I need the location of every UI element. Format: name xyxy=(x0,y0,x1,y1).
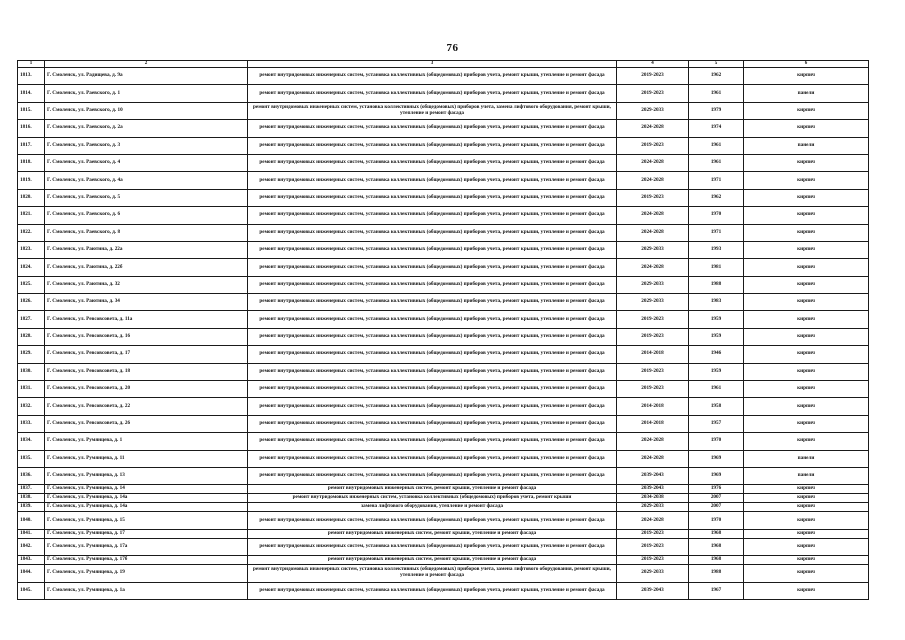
row-number: 1835. xyxy=(18,450,45,467)
works-cell: ремонт внутридомовых инженерных систем, установка коллективных (общедомовых) приборов учета, ремонт крыши, утепление и ремонт фасада xyxy=(248,512,617,529)
term-cell: 2019-2023 xyxy=(617,328,689,345)
works-cell: ремонт внутридомовых инженерных систем, установка коллективных (общедомовых) приборов учета, ремонт крыши, утепление и ремонт фасада xyxy=(248,398,617,415)
table-row xyxy=(18,276,869,293)
table-row xyxy=(18,512,869,529)
column-number: 2 xyxy=(45,61,248,68)
row-number: 1836. xyxy=(18,467,45,484)
wall-material-cell: кирпич xyxy=(744,398,869,415)
year-cell: 1979 xyxy=(689,102,744,119)
table-row xyxy=(18,154,869,171)
term-cell: 2019-2023 xyxy=(617,311,689,328)
row-number: 1843. xyxy=(18,556,45,565)
year-cell: 1961 xyxy=(689,154,744,171)
table-row xyxy=(18,433,869,450)
table-row xyxy=(18,582,869,599)
wall-material-cell: кирпич xyxy=(744,485,869,494)
address-cell: Г. Смоленск, ул. Раевского, д. 2а xyxy=(45,120,248,137)
wall-material-cell: кирпич xyxy=(744,346,869,363)
wall-material-cell: кирпич xyxy=(744,556,869,565)
column-number: 4 xyxy=(617,61,689,68)
address-cell: Г. Смоленск, ул. Румянцева, д. 14 xyxy=(45,485,248,494)
works-cell: ремонт внутридомовых инженерных систем, установка коллективных (общедомовых) приборов учета, ремонт крыши, утепление и ремонт фасада xyxy=(248,85,617,102)
works-cell: ремонт внутридомовых инженерных систем, установка коллективных (общедомовых) приборов учета, ремонт крыши, утепление и ремонт фасада xyxy=(248,137,617,154)
row-number: 1821. xyxy=(18,207,45,224)
year-cell: 1968 xyxy=(689,556,744,565)
address-cell: Г. Смоленск, ул. Румянцева, д. 17а xyxy=(45,538,248,555)
works-cell: ремонт внутридомовых инженерных систем, установка коллективных (общедомовых) приборов учета, ремонт крыши, утепление и ремонт фасада xyxy=(248,68,617,85)
row-number: 1819. xyxy=(18,172,45,189)
address-cell: Г. Смоленск, ул. Румянцева, д. 13 xyxy=(45,467,248,484)
house-registry-table xyxy=(17,60,869,600)
term-cell: 2034-2038 xyxy=(617,494,689,503)
table-row xyxy=(18,565,869,582)
works-cell: ремонт внутридомовых инженерных систем, установка коллективных (общедомовых) приборов учета, ремонт крыши, утепление и ремонт фасада xyxy=(248,381,617,398)
term-cell: 2029-2033 xyxy=(617,503,689,512)
table-body xyxy=(18,68,869,600)
year-cell: 1969 xyxy=(689,450,744,467)
address-cell: Г. Смоленск, ул. Раевского, д. 1 xyxy=(45,85,248,102)
wall-material-cell: кирпич xyxy=(744,582,869,599)
year-cell: 1993 xyxy=(689,241,744,258)
works-cell: ремонт внутридомовых инженерных систем, установка коллективных (общедомовых) приборов учета, замена лифтового оборудования, ремонт крыши, утепление и ремонт фасада xyxy=(248,102,617,119)
address-cell: Г. Смоленск, ул. Раевского, д. 10 xyxy=(45,102,248,119)
wall-material-cell: кирпич xyxy=(744,494,869,503)
works-cell: ремонт внутридомовых инженерных систем, установка коллективных (общедомовых) приборов учета, ремонт крыши, утепление и ремонт фасада xyxy=(248,207,617,224)
wall-material-cell: кирпич xyxy=(744,259,869,276)
year-cell: 1971 xyxy=(689,224,744,241)
works-cell: ремонт внутридомовых инженерных систем, ремонт крыши, утепление и ремонт фасада xyxy=(248,529,617,538)
year-cell: 1967 xyxy=(689,582,744,599)
year-cell: 1983 xyxy=(689,294,744,311)
year-cell: 1946 xyxy=(689,346,744,363)
column-number-row xyxy=(18,61,869,68)
column-number: 1 xyxy=(18,61,45,68)
address-cell: Г. Смоленск, ул. Ревсовсовета, д. 16 xyxy=(45,328,248,345)
row-number: 1817. xyxy=(18,137,45,154)
year-cell: 1961 xyxy=(689,85,744,102)
works-cell: ремонт внутридомовых инженерных систем, установка коллективных (общедомовых) приборов учета, ремонт крыши, утепление и ремонт фасада xyxy=(248,582,617,599)
row-number: 1842. xyxy=(18,538,45,555)
works-cell: ремонт внутридомовых инженерных систем, ремонт крыши, утепление и ремонт фасада xyxy=(248,485,617,494)
works-cell: ремонт внутридомовых инженерных систем, установка коллективных (общедомовых) приборов учета, ремонт крыши, утепление и ремонт фасада xyxy=(248,311,617,328)
works-cell: ремонт внутридомовых инженерных систем, установка коллективных (общедомовых) приборов учета, ремонт крыши, утепление и ремонт фасада xyxy=(248,259,617,276)
address-cell: Г. Смоленск, ул. Раютина, д. 22а xyxy=(45,241,248,258)
address-cell: Г. Смоленск, ул. Раевского, д. 5 xyxy=(45,189,248,206)
table-row xyxy=(18,363,869,380)
wall-material-cell: кирпич xyxy=(744,294,869,311)
wall-material-cell: кирпич xyxy=(744,311,869,328)
row-number: 1840. xyxy=(18,512,45,529)
address-cell: Г. Смоленск, ул. Ревсовсовета, д. 17 xyxy=(45,346,248,363)
row-number: 1816. xyxy=(18,120,45,137)
year-cell: 1961 xyxy=(689,381,744,398)
row-number: 1818. xyxy=(18,154,45,171)
wall-material-cell: кирпич xyxy=(744,503,869,512)
row-number: 1841. xyxy=(18,529,45,538)
wall-material-cell: кирпич xyxy=(744,172,869,189)
address-cell: Г. Смоленск, ул. Румянцева, д. 14а xyxy=(45,494,248,503)
table-row xyxy=(18,207,869,224)
wall-material-cell: кирпич xyxy=(744,120,869,137)
wall-material-cell: кирпич xyxy=(744,381,869,398)
row-number: 1813. xyxy=(18,68,45,85)
term-cell: 2019-2023 xyxy=(617,381,689,398)
term-cell: 2039-2043 xyxy=(617,582,689,599)
term-cell: 2019-2023 xyxy=(617,85,689,102)
wall-material-cell: панели xyxy=(744,137,869,154)
term-cell: 2024-2028 xyxy=(617,433,689,450)
term-cell: 2024-2028 xyxy=(617,259,689,276)
address-cell: Г. Смоленск, ул. Раевского, д. 6 xyxy=(45,207,248,224)
year-cell: 1974 xyxy=(689,120,744,137)
table-row xyxy=(18,556,869,565)
wall-material-cell: панели xyxy=(744,450,869,467)
works-cell: ремонт внутридомовых инженерных систем, установка коллективных (общедомовых) приборов учета, ремонт крыши xyxy=(248,494,617,503)
works-cell: ремонт внутридомовых инженерных систем, установка коллективных (общедомовых) приборов учета, ремонт крыши, утепление и ремонт фасада xyxy=(248,224,617,241)
term-cell: 2014-2018 xyxy=(617,398,689,415)
works-cell: ремонт внутридомовых инженерных систем, установка коллективных (общедомовых) приборов учета, ремонт крыши, утепление и ремонт фасада xyxy=(248,189,617,206)
term-cell: 2019-2023 xyxy=(617,529,689,538)
table-row xyxy=(18,415,869,432)
term-cell: 2024-2028 xyxy=(617,450,689,467)
row-number: 1822. xyxy=(18,224,45,241)
term-cell: 2014-2018 xyxy=(617,346,689,363)
works-cell: ремонт внутридомовых инженерных систем, установка коллективных (общедомовых) приборов учета, ремонт крыши, утепление и ремонт фасада xyxy=(248,120,617,137)
works-cell: ремонт внутридомовых инженерных систем, установка коллективных (общедомовых) приборов учета, ремонт крыши, утепление и ремонт фасада xyxy=(248,433,617,450)
column-number: 6 xyxy=(744,61,869,68)
row-number: 1823. xyxy=(18,241,45,258)
works-cell: ремонт внутридомовых инженерных систем, установка коллективных (общедомовых) приборов учета, ремонт крыши, утепление и ремонт фасада xyxy=(248,241,617,258)
wall-material-cell: кирпич xyxy=(744,529,869,538)
wall-material-cell: кирпич xyxy=(744,512,869,529)
row-number: 1837. xyxy=(18,485,45,494)
wall-material-cell: кирпич xyxy=(744,154,869,171)
term-cell: 2024-2028 xyxy=(617,120,689,137)
year-cell: 1970 xyxy=(689,207,744,224)
address-cell: Г. Смоленск, ул. Раютина, д. 32 xyxy=(45,276,248,293)
table-row xyxy=(18,241,869,258)
year-cell: 1976 xyxy=(689,485,744,494)
address-cell: Г. Смоленск, ул. Румянцева, д. 17б xyxy=(45,556,248,565)
works-cell: ремонт внутридомовых инженерных систем, установка коллективных (общедомовых) приборов учета, замена лифтового оборудования, ремонт крыши, утепление и ремонт фасада xyxy=(248,565,617,582)
address-cell: Г. Смоленск, ул. Румянцева, д. 19 xyxy=(45,565,248,582)
wall-material-cell: кирпич xyxy=(744,189,869,206)
address-cell: Г. Смоленск, ул. Ревсовсовета, д. 20 xyxy=(45,381,248,398)
works-cell: ремонт внутридомовых инженерных систем, установка коллективных (общедомовых) приборов учета, ремонт крыши, утепление и ремонт фасада xyxy=(248,154,617,171)
table-row xyxy=(18,503,869,512)
term-cell: 2024-2028 xyxy=(617,172,689,189)
term-cell: 2019-2023 xyxy=(617,68,689,85)
row-number: 1827. xyxy=(18,311,45,328)
row-number: 1826. xyxy=(18,294,45,311)
works-cell: ремонт внутридомовых инженерных систем, установка коллективных (общедомовых) приборов учета, ремонт крыши, утепление и ремонт фасада xyxy=(248,415,617,432)
address-cell: Г. Смоленск, ул. Радищева, д. 9а xyxy=(45,68,248,85)
table-row xyxy=(18,529,869,538)
term-cell: 2039-2043 xyxy=(617,467,689,484)
row-number: 1833. xyxy=(18,415,45,432)
table-row xyxy=(18,328,869,345)
term-cell: 2029-2033 xyxy=(617,102,689,119)
address-cell: Г. Смоленск, ул. Румянцева, д. 15 xyxy=(45,512,248,529)
year-cell: 1981 xyxy=(689,259,744,276)
year-cell: 1959 xyxy=(689,311,744,328)
year-cell: 1962 xyxy=(689,189,744,206)
table-row xyxy=(18,85,869,102)
row-number: 1845. xyxy=(18,582,45,599)
wall-material-cell: кирпич xyxy=(744,102,869,119)
wall-material-cell: кирпич xyxy=(744,276,869,293)
term-cell: 2039-2043 xyxy=(617,485,689,494)
term-cell: 2014-2018 xyxy=(617,415,689,432)
row-number: 1831. xyxy=(18,381,45,398)
year-cell: 1959 xyxy=(689,328,744,345)
year-cell: 1968 xyxy=(689,538,744,555)
wall-material-cell: кирпич xyxy=(744,207,869,224)
table-row xyxy=(18,294,869,311)
term-cell: 2024-2028 xyxy=(617,154,689,171)
row-number: 1820. xyxy=(18,189,45,206)
page-number: 76 xyxy=(446,42,459,54)
year-cell: 1970 xyxy=(689,433,744,450)
table-row xyxy=(18,102,869,119)
table-row xyxy=(18,381,869,398)
row-number: 1828. xyxy=(18,328,45,345)
row-number: 1825. xyxy=(18,276,45,293)
address-cell: Г. Смоленск, ул. Раевского, д. 4 xyxy=(45,154,248,171)
address-cell: Г. Смоленск, ул. Раютина, д. 22б xyxy=(45,259,248,276)
term-cell: 2024-2028 xyxy=(617,224,689,241)
year-cell: 2007 xyxy=(689,494,744,503)
address-cell: Г. Смоленск, ул. Румянцева, д. 1а xyxy=(45,582,248,599)
term-cell: 2029-2033 xyxy=(617,565,689,582)
address-cell: Г. Смоленск, ул. Румянцева, д. 11 xyxy=(45,450,248,467)
address-cell: Г. Смоленск, ул. Ревсовсовета, д. 11а xyxy=(45,311,248,328)
works-cell: ремонт внутридомовых инженерных систем, установка коллективных (общедомовых) приборов учета, ремонт крыши, утепление и ремонт фасада xyxy=(248,450,617,467)
row-number: 1815. xyxy=(18,102,45,119)
row-number: 1834. xyxy=(18,433,45,450)
wall-material-cell: кирпич xyxy=(744,328,869,345)
address-cell: Г. Смоленск, ул. Раютина, д. 34 xyxy=(45,294,248,311)
works-cell: ремонт внутридомовых инженерных систем, ремонт крыши, утепление и ремонт фасада xyxy=(248,556,617,565)
term-cell: 2019-2023 xyxy=(617,363,689,380)
year-cell: 1968 xyxy=(689,529,744,538)
term-cell: 2024-2028 xyxy=(617,207,689,224)
year-cell: 1959 xyxy=(689,363,744,380)
address-cell: Г. Смоленск, ул. Румянцева, д. 14а xyxy=(45,503,248,512)
works-cell: ремонт внутридомовых инженерных систем, установка коллективных (общедомовых) приборов учета, ремонт крыши, утепление и ремонт фасада xyxy=(248,467,617,484)
year-cell: 1961 xyxy=(689,137,744,154)
table-row xyxy=(18,467,869,484)
wall-material-cell: кирпич xyxy=(744,538,869,555)
term-cell: 2024-2028 xyxy=(617,512,689,529)
table-row xyxy=(18,346,869,363)
address-cell: Г. Смоленск, ул. Румянцева, д. 1 xyxy=(45,433,248,450)
wall-material-cell: кирпич xyxy=(744,68,869,85)
table-row xyxy=(18,485,869,494)
wall-material-cell: кирпич xyxy=(744,565,869,582)
wall-material-cell: кирпич xyxy=(744,224,869,241)
works-cell: ремонт внутридомовых инженерных систем, установка коллективных (общедомовых) приборов учета, ремонт крыши, утепление и ремонт фасада xyxy=(248,172,617,189)
term-cell: 2029-2033 xyxy=(617,241,689,258)
address-cell: Г. Смоленск, ул. Раевского, д. 8 xyxy=(45,224,248,241)
table-row xyxy=(18,189,869,206)
column-number: 5 xyxy=(689,61,744,68)
row-number: 1838. xyxy=(18,494,45,503)
row-number: 1839. xyxy=(18,503,45,512)
row-number: 1829. xyxy=(18,346,45,363)
works-cell: ремонт внутридомовых инженерных систем, установка коллективных (общедомовых) приборов учета, ремонт крыши, утепление и ремонт фасада xyxy=(248,346,617,363)
table-row xyxy=(18,450,869,467)
row-number: 1830. xyxy=(18,363,45,380)
address-cell: Г. Смоленск, ул. Румянцева, д. 17 xyxy=(45,529,248,538)
address-cell: Г. Смоленск, ул. Ревсовсовета, д. 22 xyxy=(45,398,248,415)
table-row xyxy=(18,172,869,189)
table-row xyxy=(18,398,869,415)
table-row xyxy=(18,137,869,154)
wall-material-cell: панели xyxy=(744,85,869,102)
table-row xyxy=(18,311,869,328)
year-cell: 1957 xyxy=(689,415,744,432)
table-row xyxy=(18,68,869,85)
wall-material-cell: кирпич xyxy=(744,241,869,258)
table-row xyxy=(18,224,869,241)
term-cell: 2029-2033 xyxy=(617,276,689,293)
term-cell: 2019-2023 xyxy=(617,538,689,555)
wall-material-cell: кирпич xyxy=(744,415,869,432)
address-cell: Г. Смоленск, ул. Раевского, д. 3 xyxy=(45,137,248,154)
year-cell: 1970 xyxy=(689,512,744,529)
year-cell: 1969 xyxy=(689,467,744,484)
table-row xyxy=(18,259,869,276)
address-cell: Г. Смоленск, ул. Ревсовсовета, д. 26 xyxy=(45,415,248,432)
term-cell: 2019-2023 xyxy=(617,137,689,154)
row-number: 1844. xyxy=(18,565,45,582)
year-cell: 1962 xyxy=(689,68,744,85)
year-cell: 1971 xyxy=(689,172,744,189)
address-cell: Г. Смоленск, ул. Ревсовсовета, д. 18 xyxy=(45,363,248,380)
term-cell: 2019-2023 xyxy=(617,556,689,565)
works-cell: ремонт внутридомовых инженерных систем, установка коллективных (общедомовых) приборов учета, ремонт крыши, утепление и ремонт фасада xyxy=(248,276,617,293)
table-row xyxy=(18,120,869,137)
column-number: 3 xyxy=(248,61,617,68)
works-cell: замена лифтового оборудования, утепление и ремонт фасада xyxy=(248,503,617,512)
wall-material-cell: панели xyxy=(744,467,869,484)
works-cell: ремонт внутридомовых инженерных систем, установка коллективных (общедомовых) приборов учета, ремонт крыши, утепление и ремонт фасада xyxy=(248,328,617,345)
row-number: 1814. xyxy=(18,85,45,102)
table-row xyxy=(18,538,869,555)
works-cell: ремонт внутридомовых инженерных систем, установка коллективных (общедомовых) приборов учета, ремонт крыши, утепление и ремонт фасада xyxy=(248,538,617,555)
year-cell: 1988 xyxy=(689,276,744,293)
row-number: 1832. xyxy=(18,398,45,415)
address-cell: Г. Смоленск, ул. Раевского, д. 4а xyxy=(45,172,248,189)
year-cell: 2007 xyxy=(689,503,744,512)
term-cell: 2019-2023 xyxy=(617,189,689,206)
wall-material-cell: кирпич xyxy=(744,433,869,450)
works-cell: ремонт внутридомовых инженерных систем, установка коллективных (общедомовых) приборов учета, ремонт крыши, утепление и ремонт фасада xyxy=(248,363,617,380)
year-cell: 1958 xyxy=(689,398,744,415)
year-cell: 1988 xyxy=(689,565,744,582)
works-cell: ремонт внутридомовых инженерных систем, установка коллективных (общедомовых) приборов учета, ремонт крыши, утепление и ремонт фасада xyxy=(248,294,617,311)
wall-material-cell: кирпич xyxy=(744,363,869,380)
row-number: 1824. xyxy=(18,259,45,276)
term-cell: 2029-2033 xyxy=(617,294,689,311)
table-row xyxy=(18,494,869,503)
